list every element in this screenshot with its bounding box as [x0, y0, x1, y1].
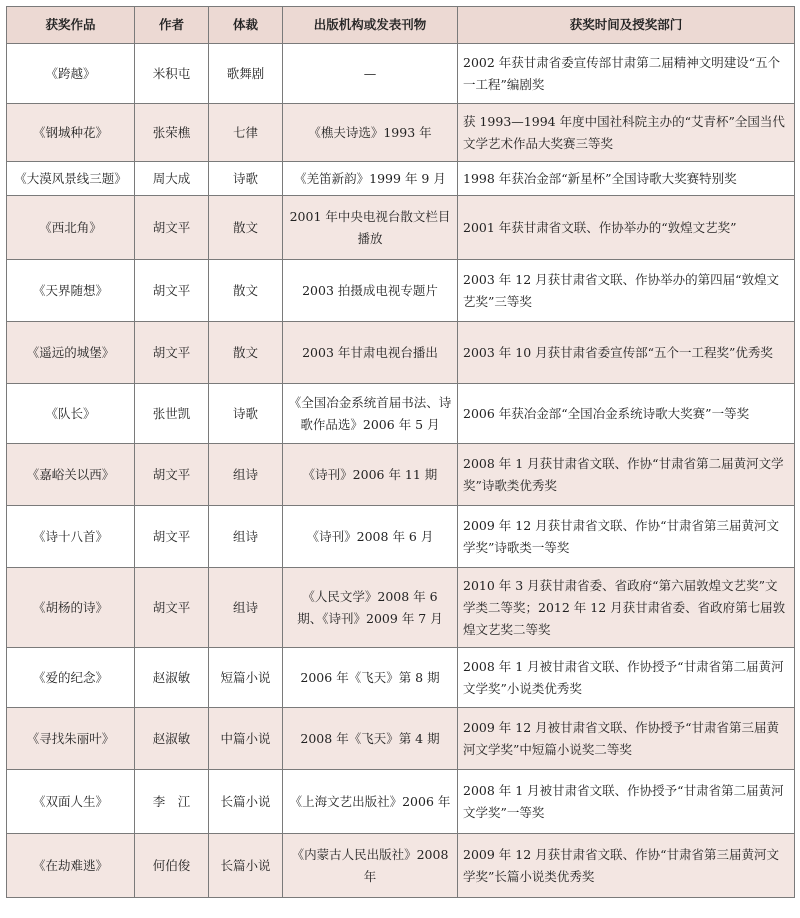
cell-genre: 组诗 [209, 506, 283, 568]
table-row [7, 162, 795, 196]
cell-award: 1998 年获冶金部“新星杯”全国诗歌大奖赛特别奖 [458, 162, 795, 196]
cell-author: 胡文平 [135, 260, 209, 322]
cell-author: 李 江 [135, 770, 209, 834]
cell-work: 《西北角》 [7, 196, 135, 260]
cell-work: 《天界随想》 [7, 260, 135, 322]
cell-award: 2008 年 1 月获甘肃省文联、作协“甘肃省第二届黄河文学奖”诗歌类优秀奖 [458, 444, 795, 506]
cell-publication: 2003 拍摄成电视专题片 [283, 260, 458, 322]
cell-award: 2006 年获冶金部“全国冶金系统诗歌大奖赛”一等奖 [458, 384, 795, 444]
cell-award: 2010 年 3 月获甘肃省委、省政府“第六届敦煌文艺奖”文学类二等奖；2012 年 12 月获甘肃省委、省政府第七届敦煌文艺奖二等奖 [458, 568, 795, 648]
cell-author: 赵淑敏 [135, 648, 209, 708]
header-row [7, 7, 795, 44]
table-row [7, 708, 795, 770]
cell-author: 胡文平 [135, 506, 209, 568]
cell-publication: 《樵夫诗选》1993 年 [283, 104, 458, 162]
cell-author: 米积屯 [135, 44, 209, 104]
cell-author: 张荣樵 [135, 104, 209, 162]
cell-genre: 散文 [209, 196, 283, 260]
cell-genre: 短篇小说 [209, 648, 283, 708]
cell-work: 《双面人生》 [7, 770, 135, 834]
cell-work: 《钢城种花》 [7, 104, 135, 162]
cell-award: 2001 年获甘肃省文联、作协举办的“敦煌文艺奖” [458, 196, 795, 260]
cell-author: 周大成 [135, 162, 209, 196]
table-row [7, 648, 795, 708]
cell-publication: 2008 年《飞天》第 4 期 [283, 708, 458, 770]
awards-table [6, 6, 795, 898]
cell-award: 2002 年获甘肃省委宣传部甘肃第二届精神文明建设“五个一工程”编剧奖 [458, 44, 795, 104]
cell-publication: 《诗刊》2006 年 11 期 [283, 444, 458, 506]
cell-publication: 《上海文艺出版社》2006 年 [283, 770, 458, 834]
cell-genre: 歌舞剧 [209, 44, 283, 104]
cell-work: 《队长》 [7, 384, 135, 444]
cell-award: 获 1993—1994 年度中国社科院主办的“艾青杯”全国当代文学艺术作品大奖赛三等奖 [458, 104, 795, 162]
table-row [7, 104, 795, 162]
cell-genre: 散文 [209, 322, 283, 384]
header-work: 获奖作品 [7, 7, 135, 44]
cell-author: 胡文平 [135, 196, 209, 260]
cell-work: 《遥远的城堡》 [7, 322, 135, 384]
cell-publication: 2001 年中央电视台散文栏目播放 [283, 196, 458, 260]
cell-publication: 《羌笛新韵》1999 年 9 月 [283, 162, 458, 196]
cell-author: 胡文平 [135, 322, 209, 384]
table-row [7, 444, 795, 506]
cell-award: 2009 年 12 月被甘肃省文联、作协授予“甘肃省第三届黄河文学奖”中短篇小说奖二等奖 [458, 708, 795, 770]
cell-genre: 组诗 [209, 444, 283, 506]
table-body [7, 44, 795, 898]
table-row [7, 770, 795, 834]
cell-work: 《跨越》 [7, 44, 135, 104]
cell-work: 《寻找朱丽叶》 [7, 708, 135, 770]
cell-genre: 长篇小说 [209, 770, 283, 834]
cell-author: 胡文平 [135, 568, 209, 648]
table-row [7, 568, 795, 648]
header-award: 获奖时间及授奖部门 [458, 7, 795, 44]
cell-genre: 诗歌 [209, 162, 283, 196]
cell-work: 《诗十八首》 [7, 506, 135, 568]
cell-award: 2008 年 1 月被甘肃省文联、作协授予“甘肃省第二届黄河文学奖”小说类优秀奖 [458, 648, 795, 708]
cell-award: 2009 年 12 月获甘肃省文联、作协“甘肃省第三届黄河文学奖”诗歌类一等奖 [458, 506, 795, 568]
cell-publication: 《诗刊》2008 年 6 月 [283, 506, 458, 568]
cell-author: 赵淑敏 [135, 708, 209, 770]
cell-author: 何伯俊 [135, 834, 209, 898]
table-row [7, 196, 795, 260]
cell-publication: 2003 年甘肃电视台播出 [283, 322, 458, 384]
cell-publication: 2006 年《飞天》第 8 期 [283, 648, 458, 708]
table-row [7, 322, 795, 384]
cell-award: 2009 年 12 月获甘肃省文联、作协“甘肃省第三届黄河文学奖”长篇小说类优秀奖 [458, 834, 795, 898]
header-publication: 出版机构或发表刊物 [283, 7, 458, 44]
cell-author: 张世凯 [135, 384, 209, 444]
cell-genre: 长篇小说 [209, 834, 283, 898]
cell-genre: 中篇小说 [209, 708, 283, 770]
cell-genre: 组诗 [209, 568, 283, 648]
cell-award: 2003 年 10 月获甘肃省委宣传部“五个一工程奖”优秀奖 [458, 322, 795, 384]
cell-work: 《大漠风景线三题》 [7, 162, 135, 196]
table-row [7, 834, 795, 898]
cell-publication: 《人民文学》2008 年 6 期、《诗刊》2009 年 7 月 [283, 568, 458, 648]
cell-publication: — [283, 44, 458, 104]
cell-publication: 《全国冶金系统首届书法、诗歌作品选》2006 年 5 月 [283, 384, 458, 444]
cell-publication: 《内蒙古人民出版社》2008 年 [283, 834, 458, 898]
cell-genre: 七律 [209, 104, 283, 162]
header-genre: 体裁 [209, 7, 283, 44]
cell-work: 《胡杨的诗》 [7, 568, 135, 648]
cell-author: 胡文平 [135, 444, 209, 506]
cell-work: 《嘉峪关以西》 [7, 444, 135, 506]
cell-genre: 散文 [209, 260, 283, 322]
awards-table-wrapper [6, 6, 795, 898]
cell-work: 《爱的纪念》 [7, 648, 135, 708]
cell-award: 2003 年 12 月获甘肃省文联、作协举办的第四届“敦煌文艺奖”三等奖 [458, 260, 795, 322]
table-row [7, 384, 795, 444]
table-row [7, 260, 795, 322]
header-author: 作者 [135, 7, 209, 44]
cell-genre: 诗歌 [209, 384, 283, 444]
cell-work: 《在劫难逃》 [7, 834, 135, 898]
cell-award: 2008 年 1 月被甘肃省文联、作协授予“甘肃省第二届黄河文学奖”一等奖 [458, 770, 795, 834]
table-row [7, 506, 795, 568]
table-row [7, 44, 795, 104]
